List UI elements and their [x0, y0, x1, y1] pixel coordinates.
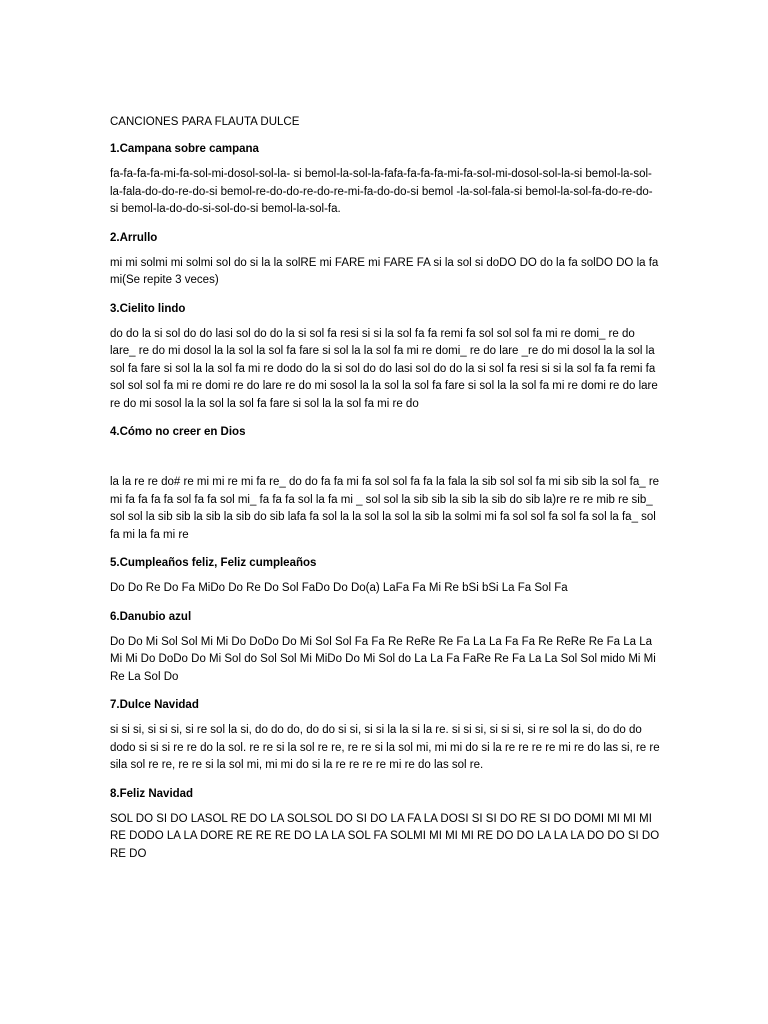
song-body-7: si si si, si si si, si re sol la si, do do do, do do si si, si si la la si la re. si si si, si si si, si re sol la si, do do do dodo si si si re re do la sol. re re si la sol re re, re re si la sol mi, mi mi do si la re re re re mi re do las si, re re sila sol re re, re re si la sol mi, mi mi do si la re re re re mi re do las sol re.: [110, 724, 660, 771]
song-heading-4: 4.Cómo no creer en Dios: [110, 426, 246, 438]
document-title: CANCIONES PARA FLAUTA DULCE: [110, 116, 300, 128]
song-heading-8: 8.Feliz Navidad: [110, 787, 194, 800]
song-body-2: mi mi solmi mi solmi sol do si la la solRE mi FARE mi FARE FA si la sol si doDO DO do la fa solDO DO la fa mi(Se repite 3 veces): [110, 256, 659, 286]
song-heading-7: 7.Dulce Navidad: [110, 699, 199, 711]
song-body-5: Do Do Re Do Fa MiDo Do Re Do Sol FaDo Do Do(a) LaFa Fa Mi Re bSi bSi La Fa Sol Fa: [110, 582, 568, 594]
song-body-6: Do Do Mi Sol Sol Mi Mi Do DoDo Do Mi Sol Sol Fa Fa Re ReRe Re Fa La La Fa Fa Re ReRe Re Fa La La Mi Mi Do DoDo Do Mi Sol do Sol Sol Mi MiDo Do Mi Sol do La La Fa FaRe Re Fa La La Sol Sol mido Mi Mi Re La Sol Do: [110, 635, 656, 683]
song-heading-3: 3.Cielito lindo: [110, 302, 186, 315]
song-heading-6: 6.Danubio azul: [110, 610, 192, 623]
song-heading-2: 2.Arrullo: [110, 231, 158, 244]
document-page: [110, 114, 660, 874]
song-body-1: fa-fa-fa-fa-mi-fa-sol-mi-dosol-sol-la- si bemol-la-sol-la-fafa-fa-fa-fa-mi-fa-sol-mi-dosol-sol-la-si bemol-la-sol-la-fala-do-do-re-do-si bemol-re-do-do-re-do-re-mi-fa-do-do-si bemol -la-sol-fala-si bemol-la-sol-fa-do-re-do-si bemol-la-do-do-si-sol-do-si bemol-la-sol-fa.: [110, 168, 653, 215]
song-body-8: SOL DO SI DO LASOL RE DO LA SOLSOL DO SI DO LA FA LA DOSI SI SI DO RE SI DO DOMI MI MI MI RE DODO LA LA DORE RE RE RE DO LA LA SOL FA SOLMI MI MI MI RE DO DO LA LA LA DO DO SI DO RE DO: [110, 812, 660, 860]
song-heading-1: 1.Campana sobre campana: [110, 143, 259, 155]
song-body-3: do do la si sol do do lasi sol do do la si sol fa resi si si la sol fa fa remi fa sol sol sol fa mi re domi_ re do lare_ re do mi dosol la la sol la sol fa fare si sol la la sol fa mi re domi_ re do lare _re do mi dosol la la sol la sol fa fare si sol la la sol fa mi re dodo do la si sol do do lasi sol do do la si sol fa resi si si la sol fa fa remi fa sol sol sol fa mi re domi re do lare re do mi sosol la la sol la sol fa fare si sol la la sol fa mi re domi re do lare re do mi sosol la la sol la sol fa fare si sol la la sol fa mi re do: [110, 327, 658, 410]
song-heading-5: 5.Cumpleaños feliz, Feliz cumpleaños: [110, 557, 317, 569]
song-body-4: la la re re do# re mi mi re mi fa re_ do do fa fa mi fa sol sol fa fa la fala la sib sol sol fa mi sib sib la sol fa_ re mi fa fa fa fa sol fa fa sol mi_ fa fa fa sol la fa mi _ sol sol la sib sib la sib la sib do sib la)re re re mib re sib_ sol sol la sib sib la sib la sib do sib lafa fa sol la la sol la sol la sib la solmi mi fa sol sol fa sol fa sol la fa_ sol fa mi la fa mi re: [110, 476, 660, 541]
